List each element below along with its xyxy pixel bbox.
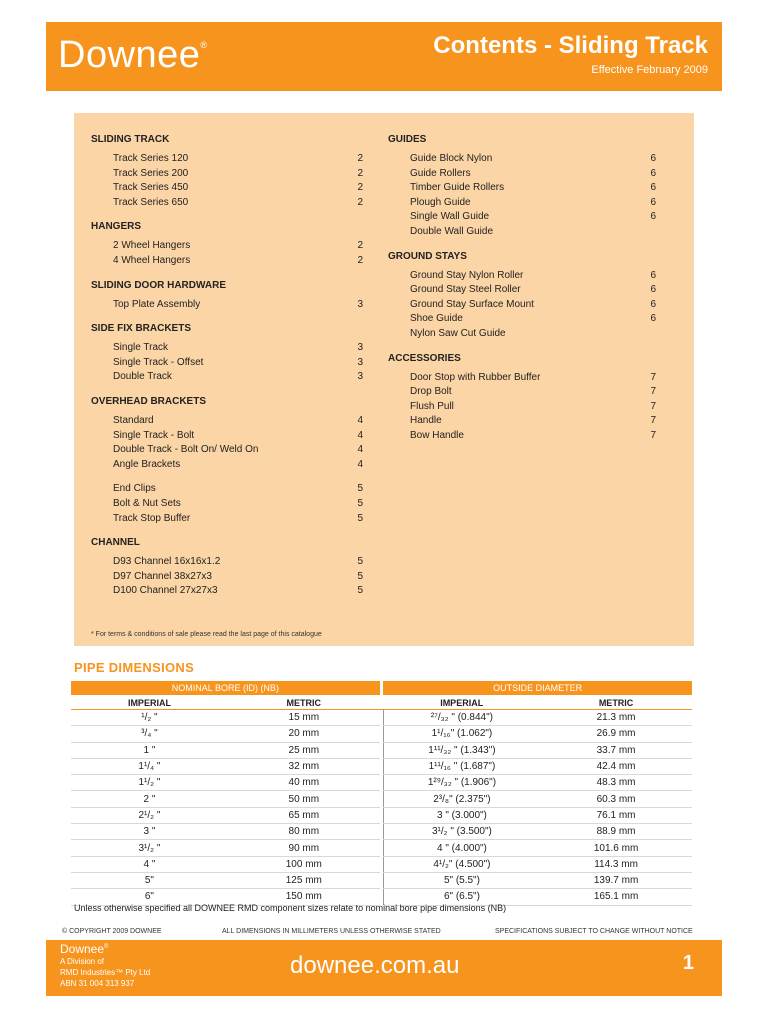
contents-item[interactable] <box>388 385 664 400</box>
nb-imperial-cell: ¹/₂ " <box>71 710 228 726</box>
contents-item[interactable] <box>388 312 664 327</box>
dimensions-note: ALL DIMENSIONS IN MILLIMETERS UNLESS OTHERWISE STATED <box>222 928 441 935</box>
nb-metric-cell: 25 mm <box>228 742 380 758</box>
table-group-header <box>71 681 692 696</box>
item-page: 3 <box>357 342 363 354</box>
nb-imperial-cell: 5" <box>71 872 228 888</box>
od-imperial-cell: 1²⁹/₃₂ " (1.906") <box>383 775 540 791</box>
item-label: Track Stop Buffer <box>113 512 191 524</box>
specifications-note: SPECIFICATIONS SUBJECT TO CHANGE WITHOUT NOTICE <box>495 928 693 935</box>
item-page: 4 <box>357 414 363 426</box>
section-heading: HANGERS <box>91 221 142 233</box>
item-page: 7 <box>650 415 656 427</box>
col-nb-metric: METRIC <box>228 696 380 710</box>
nb-metric-cell: 32 mm <box>228 758 380 774</box>
contents-item[interactable] <box>91 298 371 313</box>
od-metric-cell: 114.3 mm <box>540 856 692 872</box>
section-heading: GROUND STAYS <box>388 250 467 262</box>
nb-imperial-cell: 1 " <box>71 742 228 758</box>
nb-imperial-cell: 2¹/₂ " <box>71 807 228 823</box>
item-label: Timber Guide Rollers <box>410 182 505 194</box>
contents-item[interactable] <box>91 181 371 196</box>
section-heading: GUIDES <box>388 134 427 145</box>
nb-metric-cell: 150 mm <box>228 889 380 905</box>
group-nominal-bore: NOMINAL BORE (ID) (NB) <box>71 681 380 696</box>
od-metric-cell: 26.9 mm <box>540 726 692 742</box>
od-metric-cell: 42.4 mm <box>540 758 692 774</box>
od-imperial-cell: 4 " (4.000") <box>383 840 540 856</box>
contents-left-column <box>91 133 371 599</box>
od-metric-cell: 88.9 mm <box>540 824 692 840</box>
contents-item[interactable] <box>388 269 664 284</box>
section-heading: OVERHEAD BRACKETS <box>91 395 207 407</box>
footer-abn: ABN 31 004 313 937 <box>60 979 135 988</box>
item-label: Single Track <box>113 342 169 354</box>
item-page: 6 <box>650 298 656 310</box>
item-page: 7 <box>650 400 656 412</box>
item-label: D97 Channel 38x27x3 <box>113 570 212 582</box>
item-label: End Clips <box>113 483 156 495</box>
item-page: 5 <box>357 497 363 509</box>
item-label: Guide Rollers <box>410 167 471 179</box>
page-number: 1 <box>682 952 694 974</box>
item-page: 7 <box>650 429 656 441</box>
pipe-table-body <box>71 710 692 906</box>
item-label: D100 Channel 27x27x3 <box>113 585 218 597</box>
od-imperial-cell: 1¹/₁₆" (1.062") <box>383 726 540 742</box>
table-row <box>71 807 692 823</box>
page-subtitle: Effective February 2009 <box>591 64 708 76</box>
contents-item[interactable] <box>91 167 371 182</box>
item-page: 6 <box>650 196 656 208</box>
contents-item[interactable] <box>388 196 664 211</box>
item-page: 2 <box>357 167 363 179</box>
item-page: 6 <box>650 167 656 179</box>
table-row <box>71 710 692 726</box>
item-page: 4 <box>357 458 363 470</box>
item-page: 6 <box>650 284 656 296</box>
page-title: Contents - Sliding Track <box>433 32 708 59</box>
contents-item[interactable] <box>388 414 664 429</box>
od-imperial-cell: 4¹/₂" (4.500") <box>383 856 540 872</box>
item-page: 6 <box>650 269 656 281</box>
od-metric-cell: 21.3 mm <box>540 710 692 726</box>
od-imperial-cell: 3 " (3.000") <box>383 807 540 823</box>
col-nb-imperial: IMPERIAL <box>71 696 228 710</box>
item-label: Bow Handle <box>410 429 464 441</box>
contents-item[interactable] <box>388 327 664 342</box>
contents-item[interactable] <box>388 283 664 298</box>
item-label: Bolt & Nut Sets <box>113 497 181 509</box>
contents-item[interactable] <box>91 152 371 167</box>
section-heading: CHANNEL <box>91 537 140 549</box>
item-label: Ground Stay Nylon Roller <box>410 269 524 281</box>
od-metric-cell: 48.3 mm <box>540 775 692 791</box>
item-label: Handle <box>410 415 442 427</box>
contents-item[interactable] <box>388 400 664 415</box>
contents-item[interactable] <box>91 512 371 527</box>
contents-item[interactable] <box>388 181 664 196</box>
od-imperial-cell: 1¹¹/₁₆ " (1.687") <box>383 758 540 774</box>
item-label: Flush Pull <box>410 400 454 412</box>
nb-metric-cell: 90 mm <box>228 840 380 856</box>
item-label: Plough Guide <box>410 196 471 208</box>
nb-metric-cell: 80 mm <box>228 824 380 840</box>
nb-metric-cell: 100 mm <box>228 856 380 872</box>
footer-division: A Division of <box>60 957 105 966</box>
contents-item[interactable] <box>388 210 664 225</box>
item-page: 7 <box>650 371 656 383</box>
pipe-note: Unless otherwise specified all DOWNEE RMD component sizes relate to nominal bore pipe dimensions (NB) <box>74 903 507 913</box>
contents-panel <box>74 113 694 646</box>
item-label: 2 Wheel Hangers <box>113 240 191 252</box>
pipe-dimensions-title: PIPE DIMENSIONS <box>74 660 195 675</box>
item-label: Angle Brackets <box>113 458 181 470</box>
table-row <box>71 726 692 742</box>
contents-item[interactable] <box>91 555 371 570</box>
item-page: 4 <box>357 444 363 456</box>
item-label: Top Plate Assembly <box>113 298 201 310</box>
item-label: Drop Bolt <box>410 386 452 398</box>
item-label: Track Series 200 <box>113 167 189 179</box>
item-page: 5 <box>357 570 363 582</box>
item-page: 3 <box>357 298 363 310</box>
table-row <box>71 856 692 872</box>
item-page: 5 <box>357 483 363 495</box>
item-page: 2 <box>357 153 363 164</box>
item-label: Single Track - Offset <box>113 356 204 368</box>
item-label: Track Series 450 <box>113 182 189 194</box>
terms-footnote: * For terms & conditions of sale please read the last page of this catalogue <box>91 631 322 638</box>
contents-item[interactable] <box>91 239 371 254</box>
section-heading: SLIDING TRACK <box>91 134 170 145</box>
item-label: Single Track - Bolt <box>113 429 195 441</box>
table-row <box>71 791 692 807</box>
item-label: Single Wall Guide <box>410 211 490 223</box>
nb-metric-cell: 20 mm <box>228 726 380 742</box>
item-page: 3 <box>357 371 363 383</box>
contents-right-column <box>388 133 664 444</box>
od-imperial-cell: ²⁷/₃₂ " (0.844") <box>383 710 540 726</box>
item-label: Door Stop with Rubber Buffer <box>410 371 541 383</box>
section-heading: SLIDING DOOR HARDWARE <box>91 279 226 291</box>
table-row <box>71 775 692 791</box>
pipe-dimensions-table <box>71 681 692 906</box>
contents-item[interactable] <box>91 482 371 497</box>
website-link[interactable]: downee.com.au <box>290 952 460 979</box>
page-header <box>46 22 722 91</box>
od-metric-cell: 76.1 mm <box>540 807 692 823</box>
item-page: 2 <box>357 182 363 194</box>
contents-item[interactable] <box>91 584 371 599</box>
brand-logo <box>58 34 208 77</box>
table-column-header <box>71 696 692 710</box>
item-label: Double Wall Guide <box>410 225 494 237</box>
contents-item[interactable] <box>388 152 664 167</box>
item-page: 6 <box>650 211 656 223</box>
nb-imperial-cell: 3 " <box>71 824 228 840</box>
nb-metric-cell: 50 mm <box>228 791 380 807</box>
copyright-text: © COPYRIGHT 2009 DOWNEE <box>62 928 162 935</box>
od-metric-cell: 165.1 mm <box>540 889 692 905</box>
contents-item[interactable] <box>388 429 664 444</box>
footer-brand <box>60 942 108 956</box>
item-page: 3 <box>357 356 363 368</box>
item-label: Shoe Guide <box>410 313 463 325</box>
od-imperial-cell: 1¹¹/₃₂ " (1.343") <box>383 742 540 758</box>
od-imperial-cell: 6" (6.5") <box>383 889 540 905</box>
contents-item[interactable] <box>388 298 664 313</box>
item-label: Guide Block Nylon <box>410 153 493 164</box>
col-od-imperial: IMPERIAL <box>383 696 540 710</box>
table-row <box>71 742 692 758</box>
od-metric-cell: 101.6 mm <box>540 840 692 856</box>
item-label: D93 Channel 16x16x1.2 <box>113 556 221 568</box>
item-label: Double Track <box>113 371 172 383</box>
section-heading: SIDE FIX BRACKETS <box>91 323 192 335</box>
page-footer <box>46 940 722 996</box>
nb-imperial-cell: 3¹/₂ " <box>71 840 228 856</box>
od-metric-cell: 139.7 mm <box>540 872 692 888</box>
table-row <box>71 758 692 774</box>
contents-item[interactable] <box>388 225 664 240</box>
brand-mark: ® <box>200 40 208 50</box>
od-metric-cell: 60.3 mm <box>540 791 692 807</box>
item-label: Track Series 650 <box>113 196 189 208</box>
od-imperial-cell: 3¹/₂ " (3.500") <box>383 824 540 840</box>
item-page: 2 <box>357 254 363 266</box>
brand-name: Downee <box>58 34 201 76</box>
contents-item[interactable] <box>91 458 371 473</box>
table-row <box>71 840 692 856</box>
nb-metric-cell: 65 mm <box>228 807 380 823</box>
contents-item[interactable] <box>91 370 371 385</box>
contents-item[interactable] <box>388 371 664 386</box>
nb-imperial-cell: ³/₄ " <box>71 726 228 742</box>
footer-company: RMD Industries™ Pty Ltd <box>60 968 151 977</box>
section-heading: ACCESSORIES <box>388 352 461 364</box>
contents-item[interactable] <box>91 341 371 356</box>
contents-item[interactable] <box>91 429 371 444</box>
item-page: 5 <box>357 512 363 524</box>
contents-item[interactable] <box>91 196 371 211</box>
contents-item[interactable] <box>388 167 664 182</box>
contents-item[interactable] <box>91 570 371 585</box>
item-page: 5 <box>357 556 363 568</box>
table-row <box>71 872 692 888</box>
contents-item[interactable] <box>91 254 371 269</box>
od-imperial-cell: 5" (5.5") <box>383 872 540 888</box>
group-outside-diameter: OUTSIDE DIAMETER <box>383 681 692 696</box>
item-page: 2 <box>357 196 363 208</box>
col-od-metric: METRIC <box>540 696 692 710</box>
nb-imperial-cell: 4 " <box>71 856 228 872</box>
item-label: 4 Wheel Hangers <box>113 254 191 266</box>
contents-item[interactable] <box>91 356 371 371</box>
item-label: Ground Stay Steel Roller <box>410 284 521 296</box>
item-label: Track Series 120 <box>113 153 189 164</box>
od-imperial-cell: 2³/₈" (2.375") <box>383 791 540 807</box>
nb-imperial-cell: 1¹/₂ " <box>71 775 228 791</box>
contents-item[interactable] <box>91 443 371 458</box>
nb-metric-cell: 125 mm <box>228 872 380 888</box>
item-page: 6 <box>650 153 656 164</box>
item-page: 4 <box>357 429 363 441</box>
item-page: 6 <box>650 313 656 325</box>
od-metric-cell: 33.7 mm <box>540 742 692 758</box>
item-label: Double Track - Bolt On/ Weld On <box>113 444 259 456</box>
item-page: 6 <box>650 182 656 194</box>
nb-metric-cell: 40 mm <box>228 775 380 791</box>
nb-imperial-cell: 2 " <box>71 791 228 807</box>
item-page: 7 <box>650 386 656 398</box>
table-row <box>71 824 692 840</box>
item-page: 2 <box>357 240 363 252</box>
item-label: Standard <box>113 414 154 426</box>
footer-brand-mark: ® <box>104 944 109 950</box>
contents-item[interactable] <box>91 414 371 429</box>
footer-brand-name: Downee <box>60 942 105 956</box>
item-label: Ground Stay Surface Mount <box>410 298 534 310</box>
nb-imperial-cell: 1¹/₄ " <box>71 758 228 774</box>
item-page: 5 <box>357 585 363 597</box>
nb-metric-cell: 15 mm <box>228 710 380 726</box>
contents-item[interactable] <box>91 497 371 512</box>
nb-imperial-cell: 6" <box>71 889 228 905</box>
item-label: Nylon Saw Cut Guide <box>410 327 506 339</box>
